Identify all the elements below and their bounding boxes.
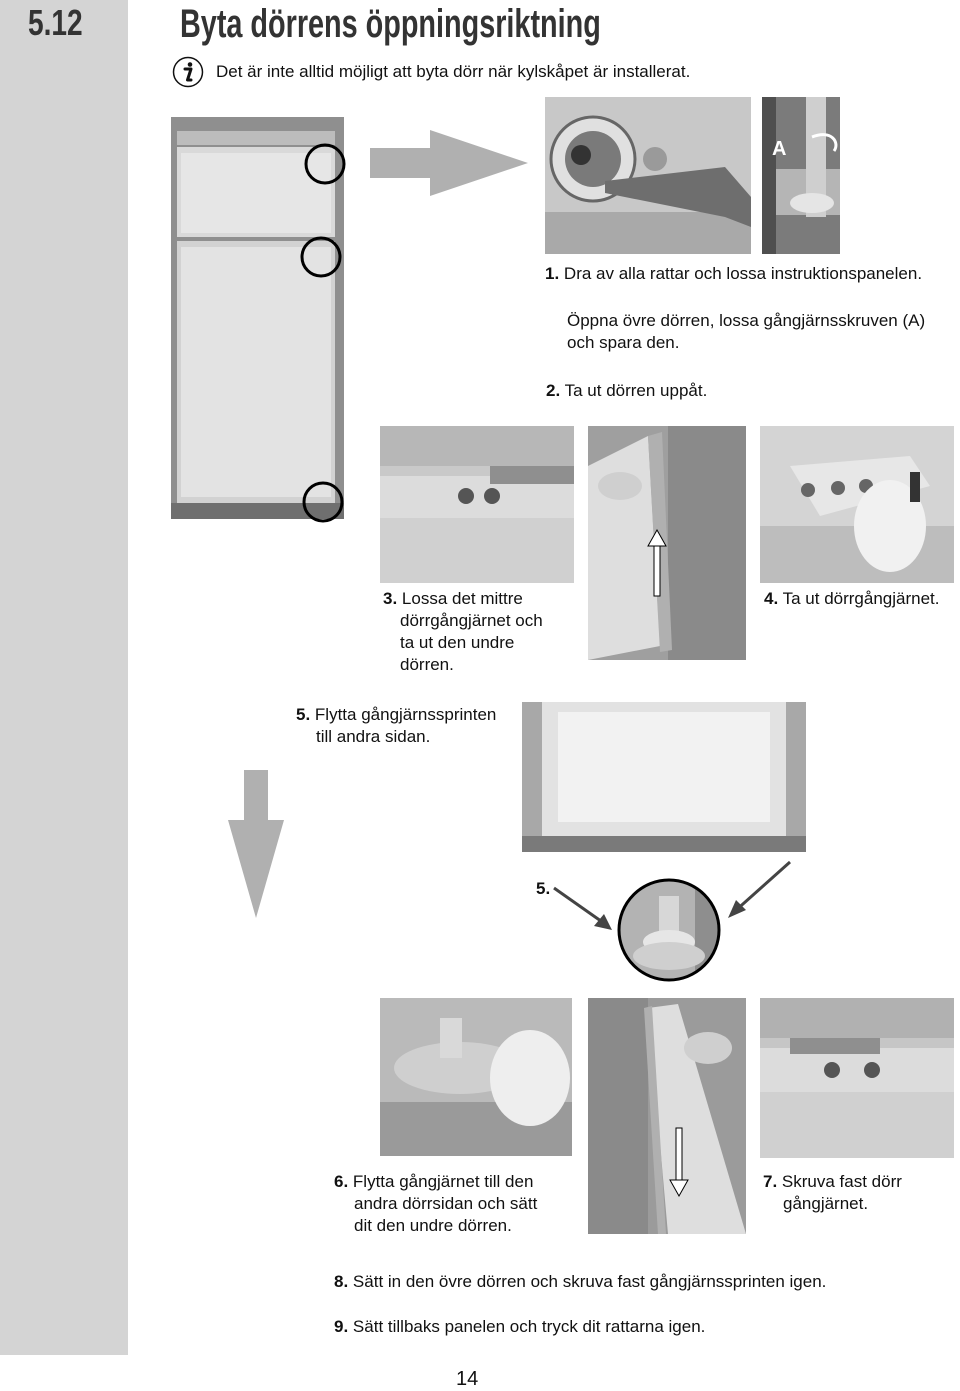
step-4: 4. Ta ut dörrgångjärnet.	[764, 589, 940, 608]
step-9: 9. Sätt tillbaks panelen och tryck dit rattarna igen.	[334, 1317, 706, 1336]
middle-hinge-photo	[380, 426, 574, 583]
page-title: Byta dörrens öppningsriktning	[180, 2, 601, 46]
page-number: 14	[456, 1368, 479, 1390]
step-8: 8. Sätt in den övre dörren och skruva fast gångjärnssprinten igen.	[334, 1272, 827, 1291]
screw-label-a: A	[772, 138, 787, 160]
step-6-line-2: andra dörrsidan och sätt	[354, 1194, 538, 1213]
step-2: 2. Ta ut dörren uppåt.	[546, 381, 708, 400]
info-note: Det är inte alltid möjligt att byta dörr när kylskåpet är installerat.	[216, 62, 691, 81]
door-hinge-removal-photo	[760, 426, 954, 583]
step-3-line-1: 3. Lossa det mittre	[383, 589, 523, 608]
step-6-line-3: dit den undre dörren.	[354, 1216, 512, 1235]
step-7-line-1: 7. Skruva fast dörr	[763, 1172, 902, 1191]
step-6-line-1: 6. Flytta gångjärnet till den	[334, 1172, 534, 1191]
step-3-line-2: dörrgångjärnet och	[400, 611, 543, 630]
step-1-line-2: Öppna övre dörren, lossa gångjärnsskruven (A)	[567, 311, 926, 330]
step-5-line-2: till andra sidan.	[316, 727, 431, 746]
knob-removal-photo	[545, 97, 751, 254]
screw-hinge-photo	[760, 998, 954, 1158]
right-arrow-icon	[370, 128, 530, 198]
fridge-bottom-photo	[522, 702, 806, 852]
section-number: 5.12	[28, 2, 83, 43]
step-5-callout: 5.	[536, 879, 551, 898]
hinge-screw-photo	[762, 97, 840, 254]
step-1-line-3: och spara den.	[567, 333, 680, 352]
info-icon	[172, 56, 204, 88]
down-arrow-icon	[226, 770, 286, 920]
lower-door-removal-photo	[588, 426, 746, 660]
step-7-line-2: gångjärnet.	[783, 1194, 869, 1213]
step-1-line-1: 1. Dra av alla rattar och lossa instruktionspanelen.	[545, 264, 923, 283]
step-3-line-4: dörren.	[400, 655, 454, 674]
left-sidebar-band	[0, 0, 128, 1355]
hinge-pin-detail-circle	[615, 876, 723, 984]
step-3-line-3: ta ut den undre	[400, 633, 515, 652]
step-5-line-1: 5. Flytta gångjärnssprinten	[296, 705, 497, 724]
moving-hinge-photo	[380, 998, 572, 1156]
hinge-highlight-circles	[295, 140, 355, 530]
lower-door-insert-photo	[588, 998, 746, 1234]
